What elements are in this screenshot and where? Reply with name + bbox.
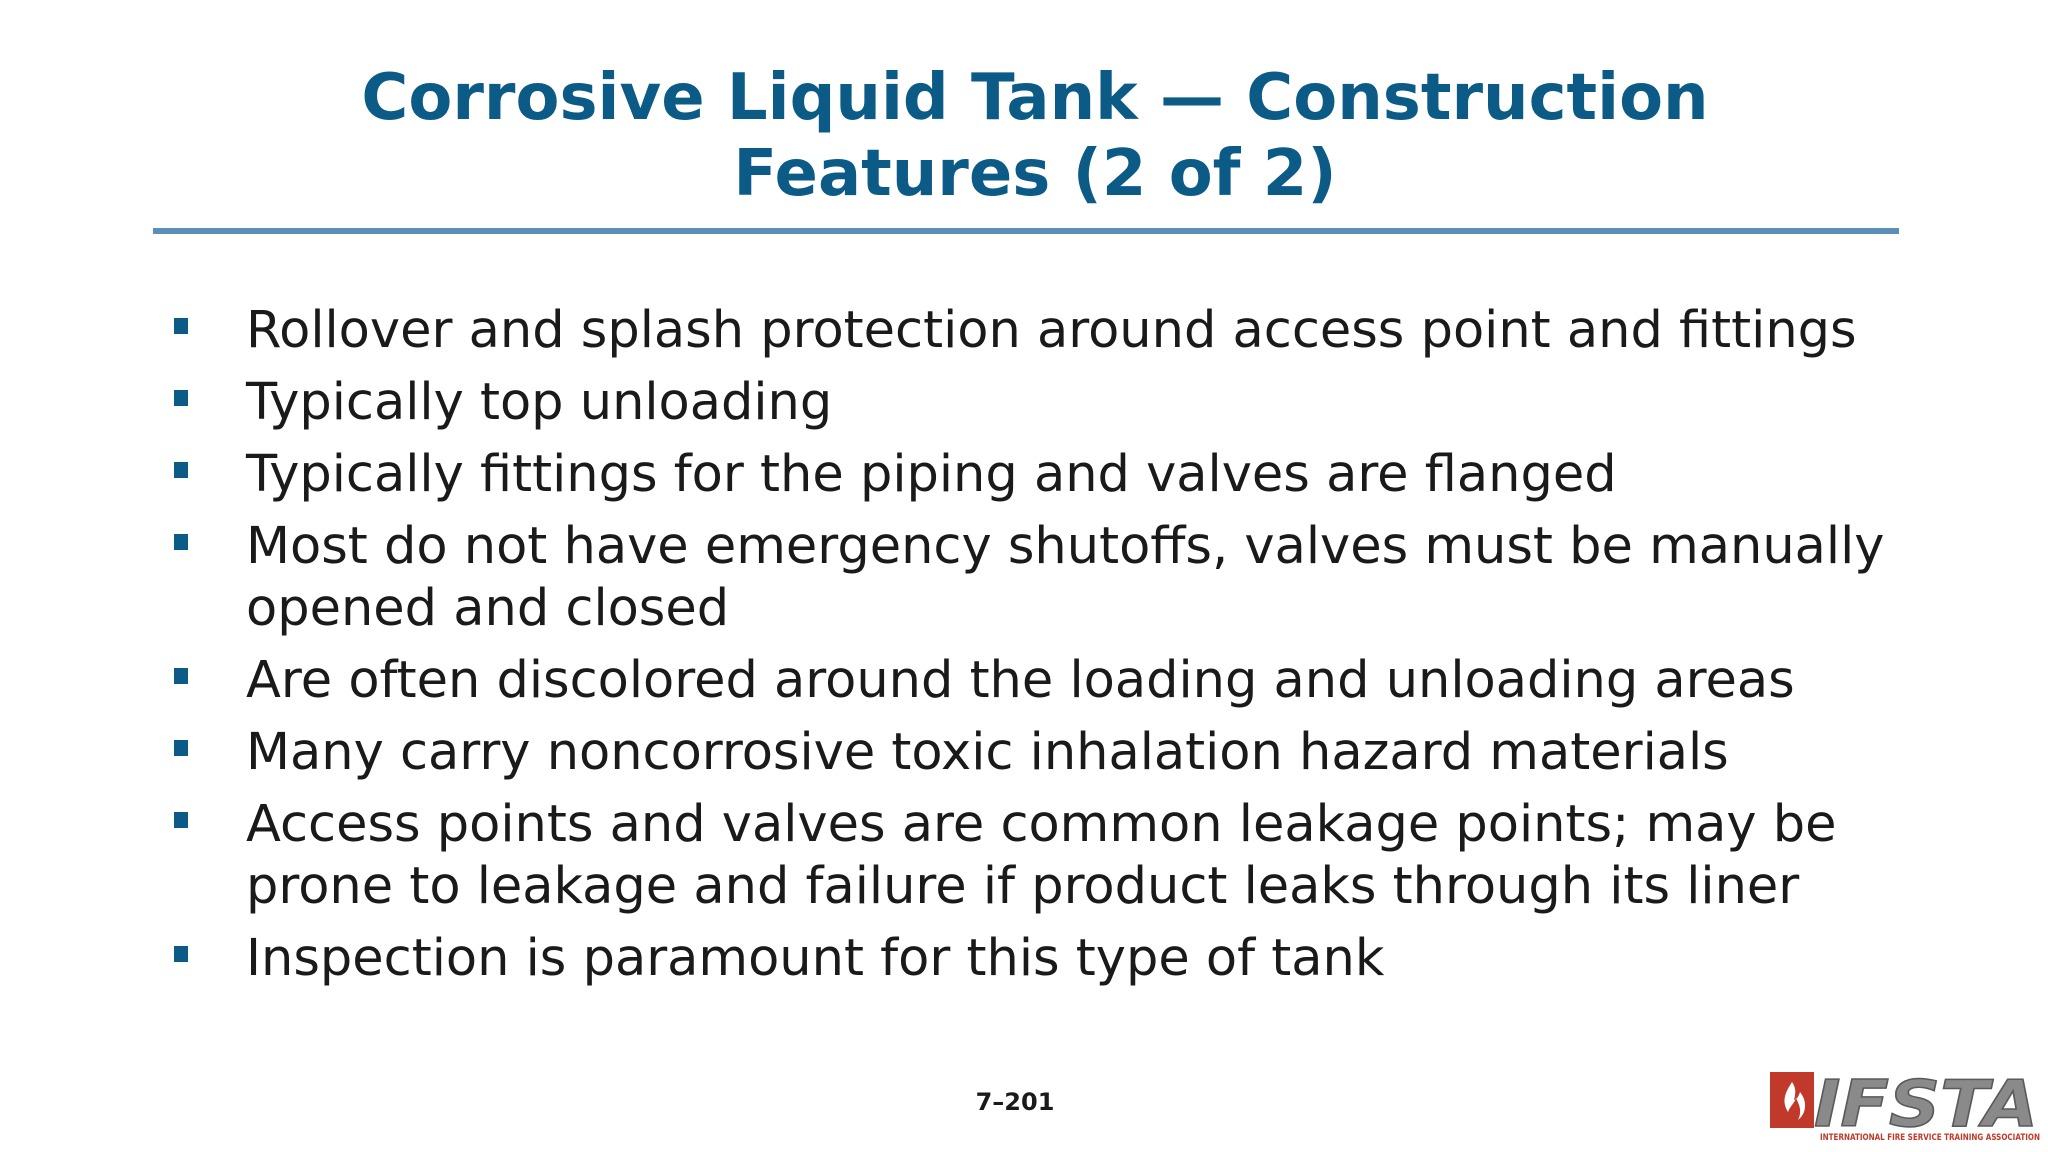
bullet-text: Typically fittings for the piping and valves are flanged bbox=[246, 445, 1617, 504]
bullet-item bbox=[170, 722, 1920, 784]
logo-wordmark: IFSTA bbox=[1814, 1068, 2038, 1142]
square-bullet-icon bbox=[174, 534, 188, 550]
slide-title-line-2: Features (2 of 2) bbox=[733, 137, 1337, 211]
square-bullet-icon bbox=[174, 668, 188, 684]
bullet-item bbox=[170, 444, 1920, 506]
title-divider bbox=[153, 228, 1899, 234]
bullet-item bbox=[170, 794, 1920, 918]
square-bullet-icon bbox=[174, 946, 188, 962]
square-bullet-icon bbox=[174, 740, 188, 756]
square-bullet-icon bbox=[174, 812, 188, 828]
bullet-text: Inspection is paramount for this type of tank bbox=[246, 929, 1385, 988]
bullet-text: Most do not have emergency shutoffs, valves must be manually opened and closed bbox=[246, 517, 1885, 638]
slide-title-line-1: Corrosive Liquid Tank — Construction bbox=[361, 61, 1709, 135]
bullet-text: Many carry noncorrosive toxic inhalation hazard materials bbox=[246, 723, 1729, 782]
square-bullet-icon bbox=[174, 462, 188, 478]
bullet-text: Are often discolored around the loading and unloading areas bbox=[246, 651, 1795, 710]
bullet-text: Access points and valves are common leakage points; may be prone to leakage and failure if product leaks through its liner bbox=[246, 795, 1837, 916]
ifsta-logo bbox=[1770, 1068, 2042, 1144]
slide-title bbox=[150, 60, 1920, 212]
bullet-text: Typically top unloading bbox=[246, 373, 833, 432]
page-number: 7–201 bbox=[975, 1088, 1055, 1116]
bullet-item bbox=[170, 372, 1920, 434]
bullet-item bbox=[170, 650, 1920, 712]
bullet-item bbox=[170, 300, 1920, 362]
bullet-item bbox=[170, 516, 1920, 640]
bullet-item bbox=[170, 928, 1920, 990]
bullet-text: Rollover and splash protection around access point and fittings bbox=[246, 301, 1857, 360]
square-bullet-icon bbox=[174, 318, 188, 334]
bullet-list bbox=[170, 300, 1920, 1000]
square-bullet-icon bbox=[174, 390, 188, 406]
logo-tagline: INTERNATIONAL FIRE SERVICE TRAINING ASSOCIATION bbox=[1820, 1133, 2040, 1143]
